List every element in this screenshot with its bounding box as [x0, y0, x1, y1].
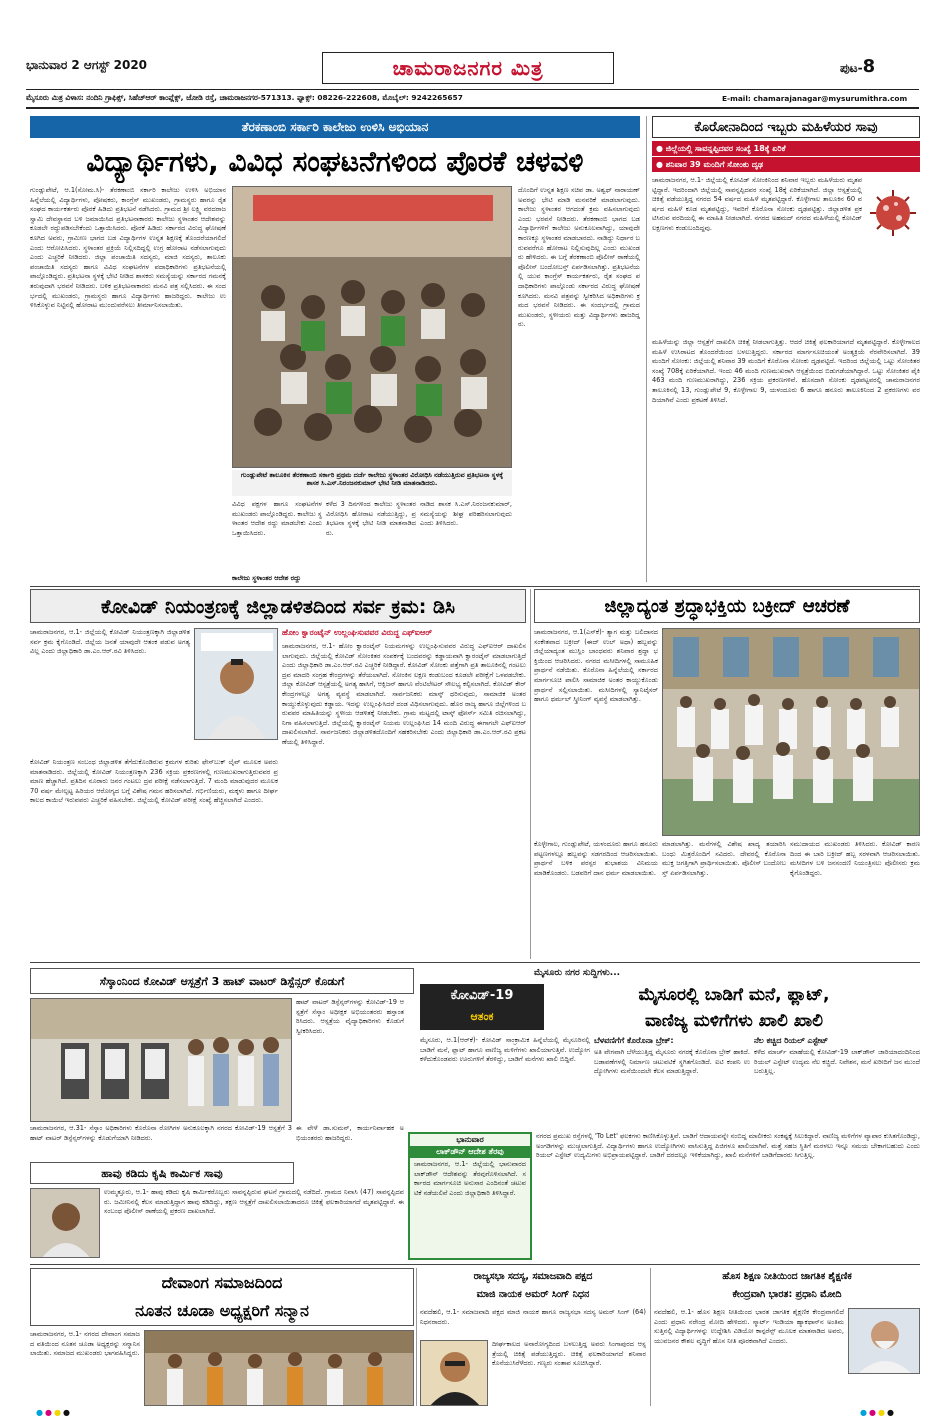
story5-tag-line1: ಕೋವಿಡ್-19	[450, 988, 514, 1003]
rule-v4	[650, 1268, 651, 1406]
story3-sub: ಹೋಂ ಕ್ವಾರಂಟೈನ್ ಉಲ್ಲಂಘಿಸುವವರ ವಿರುದ್ಧ ಎಫ್‌ಐಆರ್	[282, 628, 433, 637]
story8-headline-line2: ನೂತನ ಚೂಡಾ ಅಧ್ಯಕ್ಷರಿಗೆ ಸನ್ಮಾನ	[135, 1301, 309, 1320]
lockdown-box-subtitle: ಲಾಕ್‌ಡೌನ್ ಆದೇಶ ತೆರವು	[410, 1146, 530, 1158]
amar-singh-portrait-photo	[421, 1341, 488, 1406]
story8-headline	[30, 1268, 414, 1326]
story9-photo	[420, 1340, 488, 1406]
story1-photo	[232, 186, 512, 468]
story1-headline: ವಿದ್ಯಾರ್ಥಿಗಳು, ವಿವಿಧ ಸಂಘಟನೆಗಳಿಂದ ಪೊರಕೆ ಚಳವಳಿ	[86, 145, 584, 178]
story10-headline-line2: ಕೇಂದ್ರವಾಗಿ ಭಾರತ: ಪ್ರಧಾನಿ ಮೋದಿ	[732, 1289, 842, 1300]
story5-headline-line2: ವಾಣಿಜ್ಯ ಮಳಿಗೆಗಳು ಖಾಲಿ ಖಾಲಿ	[644, 1011, 824, 1031]
story4-col3: ಮಾಡಲಾಗಿತ್ತು. ಮನೆಗಳಲ್ಲಿ ವಿಶೇಷ ಖಾದ್ಯ ತಯಾರಿಸಿ ಬಂಧು ಮಿತ್ರರೊಂದಿಗೆ ಸವಿದರು. ದೇವರಲ್ಲಿ ಕೊರೊನಾ ಮುಕ್ತ ಜಗತ್ತಿಗಾಗಿ ಪ್ರಾರ್ಥಿಸಲಾಯಿತು. ಪೊಲೀಸ್ ಬಂದೋಬಸ್ತ್ ಏರ್ಪಡಿಸಲಾಗಿತ್ತು.	[662, 840, 786, 877]
page-label: ಪುಟ-	[840, 61, 863, 75]
story6-headline: ಸೆಸ್ಕಾಂನಿಂದ ಕೋವಿಡ್ ಆಸ್ಪತ್ರೆಗೆ 3 ಹಾಟ್ ವಾಟರ್ ಡಿಸ್ಪೆನ್ಸರ್ ಕೊಡುಗೆ	[30, 968, 414, 994]
story1-kicker: ತೆರಕಣಾಂಬಿ ಸರ್ಕಾರಿ ಕಾಲೇಜು ಉಳಿಸಿ ಅಭಿಯಾನ	[30, 116, 640, 138]
story5-side1: ಬೆಳವಣಿಗೆಗೆ ಕೊರೊನಾ ಬ್ರೇಕ್:	[594, 1036, 674, 1045]
story10-headline-line1: ಹೊಸ ಶಿಕ್ಷಣ ನೀತಿಯಿಂದ ಜಾಗತಿಕ ಶೈಕ್ಷಣಿಕ	[722, 1271, 852, 1282]
story6-text-bottom: ಚಾಮರಾಜನಗರ, ಆ.31- ಸೆಸ್ಕಾಂ ಅಧಿಕಾರಿಗಳು ಕೊರೊನಾ ರೋಗಿಗಳ ಅನುಕೂಲಕ್ಕಾಗಿ ನಗರದ ಕೋವಿಡ್-19 ಆಸ್ಪತ್ರೆಗೆ 3 ಹಾಟ್ ವಾಟರ್ ಡಿಸ್ಪೆನ್ಸರ್‌ಗಳನ್ನು ಕೊಡುಗೆಯಾಗಿ ನೀಡಿದರು.	[30, 1124, 292, 1142]
story4-col2: ಕೊಳ್ಳೇಗಾಲ, ಗುಂಡ್ಲುಪೇಟೆ, ಯಳಂದೂರು ಹಾಗೂ ಹನೂರು ಪಟ್ಟಣಗಳಲ್ಲೂ ಹಬ್ಬವನ್ನು ಸಡಗರದಿಂದ ಆಚರಿಸಲಾಯಿತು. ಪ್ರಾರ್ಥನೆ ಬಳಿಕ ಪರಸ್ಪರ ಶುಭಾಶಯ ವಿನಿಮಯ ಮಾಡಿಕೊಂಡರು. ಬಡವರಿಗೆ ದಾನ ಧರ್ಮ ಮಾಡಲಾಯಿತು.	[534, 840, 658, 877]
story1-col3: ಕಳೆದ 3 ದಿನಗಳಿಂದ ಕಾಲೇಜು ಸ್ಥಳಾಂತರ ವಿರೋಧಿಸಿ ಹೋರಾಟ ನಡೆಯುತ್ತಿದ್ದು, ಪ್ರತಿಭಟನಾ ಸ್ಥಳಕ್ಕೆ ಭೇಟಿ ನೀಡಿ ಮಾತನಾಡಿದರು.	[326, 500, 416, 537]
story5-col-lower: ನಗರದ ಪ್ರಮುಖ ರಸ್ತೆಗಳಲ್ಲಿ 'To Let' ಫಲಕಗಳು ಕಾಣಿಸಿಕೊಳ್ಳುತ್ತಿವೆ. ಬಾಡಿಗೆ ಆದಾಯವನ್ನೇ ನಂಬಿದ್ದ ಮಾಲೀಕರು ಸಂಕಷ್ಟಕ್ಕೆ ಸಿಲುಕಿದ್ದಾರೆ. ವಾಣಿಜ್ಯ ಮಳಿಗೆಗಳ ವ್ಯಾಪಾರ ಕುಸಿತಗೊಂಡಿದ್ದು, ಅಂಗಡಿಗಳನ್ನು ಮುಚ್ಚಲಾಗುತ್ತಿದೆ. ವಿದ್ಯಾರ್ಥಿಗಳು ಹಾಗೂ ಉದ್ಯೋಗಿಗಳು ವಾಸಿಸುತ್ತಿದ್ದ ಪಿಜಿಗಳೂ ಖಾಲಿಯಾಗಿವೆ. ಮತ್ತೆ ಸಹಜ ಸ್ಥಿತಿಗೆ ಮರಳಲು ಇನ್ನೂ ಸಮಯ ಬೇಕಾಗಬಹುದು ಎಂದು ರಿಯಲ್ ಎಸ್ಟೇಟ್ ಉದ್ಯಮಿಗಳು ಅಭಿಪ್ರಾಯಪಟ್ಟಿದ್ದಾರೆ. ಬಾಡಿಗೆ ದರದಲ್ಲೂ ಇಳಿಕೆಯಾಗಿದ್ದು, ಖಾಲಿ ಮನೆಗಳಿಗೆ ಬಾಡಿಗೆದಾರರು ಸಿಗುತ್ತಿಲ್ಲ.	[536, 1132, 920, 1160]
story2-virus-photo	[866, 176, 920, 250]
story6-text-col2: ಈ ವೇಳೆ ಡಾ.ಸುಮನ್, ಕಾರ್ಯನಿರ್ವಾಹಕ ಅಭಿಯಂತರರು ಹಾಜರಿದ್ದರು.	[296, 1124, 404, 1142]
story2-text-bottom: ಮಹಿಳೆಯನ್ನು ಜಿಲ್ಲಾ ಆಸ್ಪತ್ರೆಗೆ ದಾಖಲಿಸಿ ಚಿಕಿತ್ಸೆ ನೀಡಲಾಗುತ್ತಿತ್ತು. ಆದರೆ ಚಿಕಿತ್ಸೆ ಫಲಕಾರಿಯಾಗದೆ ಮೃತಪಟ್ಟಿದ್ದಾರೆ. ಕೊಳ್ಳೇಗಾಲದ ಮಹಿಳೆ ಉಸಿರಾಟದ ತೊಂದರೆಯಿಂದ ಬಳಲುತ್ತಿದ್ದರು. ಸರ್ಕಾರದ ಮಾರ್ಗಸೂಚಿಯಂತೆ ಅಂತ್ಯಕ್ರಿಯೆ ನೆರವೇರಿಸಲಾಗಿದೆ. 39 ಮಂದಿಗೆ ಸೋಂಕು: ಜಿಲ್ಲೆಯಲ್ಲಿ ಶನಿವಾರ 39 ಮಂದಿಗೆ ಕೊರೊನಾ ಸೋಂಕು ದೃಢಪಟ್ಟಿದೆ. ಇದರಿಂದ ಜಿಲ್ಲೆಯಲ್ಲಿ ಒಟ್ಟು ಸೋಂಕಿತರ ಸಂಖ್ಯೆ 708ಕ್ಕೆ ಏರಿಕೆಯಾಗಿದೆ. ಇಂದು 46 ಮಂದಿ ಗುಣಮುಖರಾಗಿ ಆಸ್ಪತ್ರೆಯಿಂದ ಬಿಡುಗಡೆಯಾಗಿದ್ದಾರೆ. ಒಟ್ಟು ಸೋಂಕಿತರ ಪೈಕಿ 463 ಮಂದಿ ಗುಣಮುಖರಾಗಿದ್ದು, 236 ಸಕ್ರಿಯ ಪ್ರಕರಣಗಳಿವೆ. ಹೊಸದಾಗಿ ಸೋಂಕು ದೃಢಪಟ್ಟವರಲ್ಲಿ ಚಾಮರಾಜನಗರ ತಾಲೂಕಿನಲ್ಲಿ 13, ಗುಂಡ್ಲುಪೇಟೆ 9, ಕೊಳ್ಳೇಗಾಲ 9, ಯಳಂದೂರು 6 ಹಾಗೂ ಹನೂರು ತಾಲೂಕಿನಿಂದ 2 ಪ್ರಕರಣಗಳು ವರದಿಯಾಗಿವೆ ಎಂದು ಪ್ರಕಟಣೆ ತಿಳಿಸಿದೆ.	[652, 338, 920, 404]
story4-photo	[662, 628, 920, 836]
story7-text: ಉಮ್ಮತ್ತೂರು, ಆ.1- ಹಾವು ಕಡಿದು ಕೃಷಿ ಕಾರ್ಮಿಕರೊಬ್ಬರು ಸಾವನ್ನಪ್ಪಿರುವ ಘಟನೆ ಗ್ರಾಮದಲ್ಲಿ ನಡೆದಿದೆ. ಗ್ರಾಮದ ನಿವಾಸಿ (47) ಸಾವನ್ನಪ್ಪಿದವರು. ಜಮೀನಿನಲ್ಲಿ ಕೆಲಸ ಮಾಡುತ್ತಿದ್ದಾಗ ಹಾವು ಕಡಿದಿದ್ದು, ತಕ್ಷಣ ಆಸ್ಪತ್ರೆಗೆ ದಾಖಲಿಸಲಾಯಿತಾದರೂ ಚಿಕಿತ್ಸೆ ಫಲಕಾರಿಯಾಗದೆ ಮೃತಪಟ್ಟಿದ್ದಾರೆ. ಈ ಸಂಬಂಧ ಪೊಲೀಸ್ ಠಾಣೆಯಲ್ಲಿ ಪ್ರಕರಣ ದಾಖಲಾಗಿದೆ.	[104, 1188, 404, 1216]
story4-col4: ಸಮುದಾಯದ ಮುಖಂಡರು ತಿಳಿಸಿದರು. ಕೋವಿಡ್ ಕಾರಣದಿಂದ ಈ ಬಾರಿ ಬಕ್ರೀದ್ ಹಬ್ಬ ಸರಳವಾಗಿ ಆಚರಿಸಲಾಯಿತು. ಮಸೀದಿಗಳ ಬಳಿ ಜನಸಂದಣಿ ನಿಯಂತ್ರಿಸಲು ಪೊಲೀಸರು ಕ್ರಮ ಕೈಗೊಂಡಿದ್ದರು.	[790, 840, 920, 877]
cyan-dot-icon: ●	[860, 1408, 869, 1417]
story4-headline: ಜಿಲ್ಲಾದ್ಯಂತ ಶ್ರದ್ಧಾಭಕ್ತಿಯ ಬಕ್ರೀದ್ ಆಚರಣೆ	[534, 589, 920, 623]
issue-date: ಭಾನುವಾರ 2 ಆಗಸ್ಟ್ 2020	[26, 58, 148, 72]
masthead	[0, 0, 945, 122]
rule-v3	[416, 1268, 417, 1406]
lockdown-box	[408, 1132, 532, 1260]
bullet-dot-icon: ●	[656, 144, 663, 153]
felicitation-photo	[145, 1331, 414, 1406]
coronavirus-icon	[866, 176, 920, 250]
story10-photo	[848, 1308, 920, 1374]
email: E-mail: chamarajanagar@mysurumithra.com	[722, 94, 908, 103]
story5-headline-line1: ಮೈಸೂರಲ್ಲಿ ಬಾಡಿಗೆ ಮನೆ, ಫ್ಲಾಟ್,	[638, 985, 830, 1005]
black-dot-icon: ●	[62, 1408, 72, 1417]
registration-marks-bottom-right	[860, 1408, 896, 1417]
story9-headline-line1: ರಾಜ್ಯಸಭಾ ಸದಸ್ಯ, ಸಮಾಜವಾದಿ ಪಕ್ಷದ	[473, 1271, 593, 1282]
story2-bullet1	[652, 141, 920, 156]
story9-headline-line2: ಮಾಜಿ ನಾಯಕ ಅಮರ್ ಸಿಂಗ್ ನಿಧನ	[476, 1289, 590, 1300]
page-number-label	[840, 56, 875, 77]
story5-col3: ಕಳೆದ ಮಾರ್ಚ್ ಮಾಹೆಯಲ್ಲಿ ಕೋವಿಡ್-19 ಲಾಕ್‌ಡೌನ್ ಜಾರಿಯಾದಂದಿನಿಂದ ರಿಯಲ್ ಎಸ್ಟೇಟ್ ಉದ್ಯಮ ನೆಲ ಕಚ್ಚಿದೆ. ನಿವೇಶನ, ಮನೆ ಖರೀದಿಗೆ ಜನ ಮುಂದೆ ಬರುತ್ತಿಲ್ಲ.	[754, 1048, 920, 1076]
story9-headline	[420, 1268, 646, 1304]
prayer-gathering-photo	[663, 629, 920, 836]
story4-col1: ಚಾಮರಾಜನಗರ, ಆ.1(ಎಸ್‌ಕೆ)- ತ್ಯಾಗ ಮತ್ತು ಬಲಿದಾನದ ಸಂಕೇತವಾದ ಬಕ್ರೀದ್ (ಈದ್ ಉಲ್ ಅಧಾ) ಹಬ್ಬವನ್ನು ಜಿಲ್ಲೆಯಾದ್ಯಂತ ಮುಸ್ಲಿಂ ಬಾಂಧವರು ಶನಿವಾರ ಶ್ರದ್ಧಾ ಭಕ್ತಿಯಿಂದ ಆಚರಿಸಿದರು. ನಗರದ ಮಸೀದಿಗಳಲ್ಲಿ ಸಾಮೂಹಿಕ ಪ್ರಾರ್ಥನೆ ನಡೆಯಿತು. ಕೊರೊನಾ ಹಿನ್ನೆಲೆಯಲ್ಲಿ ಸರ್ಕಾರದ ಮಾರ್ಗಸೂಚಿ ಪಾಲಿಸಿ ಸಾಮಾಜಿಕ ಅಂತರ ಕಾಯ್ದುಕೊಂಡು ಪ್ರಾರ್ಥನೆ ಸಲ್ಲಿಸಲಾಯಿತು. ಮಸೀದಿಗಳಲ್ಲಿ ಸ್ಯಾನಿಟೈಸರ್ ಹಾಗೂ ಥರ್ಮಲ್ ಸ್ಕ್ರೀನಿಂಗ್ ವ್ಯವಸ್ಥೆ ಮಾಡಲಾಗಿತ್ತು.	[534, 628, 658, 704]
story9-text: ದೀರ್ಘಕಾಲದ ಅನಾರೋಗ್ಯದಿಂದ ಬಳಲುತ್ತಿದ್ದ ಅವರು ಸಿಂಗಾಪುರದ ಆಸ್ಪತ್ರೆಯಲ್ಲಿ ಚಿಕಿತ್ಸೆ ಪಡೆಯುತ್ತಿದ್ದರು. ಚಿಕಿತ್ಸೆ ಫಲಕಾರಿಯಾಗದೆ ಶನಿವಾರ ಕೊನೆಯುಸಿರೆಳೆದರು. ಗಣ್ಯರು ಸಂತಾಪ ಸೂಚಿಸಿದ್ದಾರೆ.	[492, 1340, 646, 1368]
rule-v2	[530, 589, 531, 959]
story9-text-top: ನವದೆಹಲಿ, ಆ.1- ಸಮಾಜವಾದಿ ಪಕ್ಷದ ಮಾಜಿ ನಾಯಕ ಹಾಗೂ ರಾಜ್ಯಸಭಾ ಸದಸ್ಯ ಅಮರ್ ಸಿಂಗ್ (64) ನಿಧನರಾದರು.	[420, 1308, 646, 1326]
modi-portrait-photo	[849, 1309, 920, 1374]
story3-headline: ಕೋವಿಡ್ ನಿಯಂತ್ರಣಕ್ಕೆ ಜಿಲ್ಲಾಡಳಿತದಿಂದ ಸರ್ವ ಕ್ರಮ: ಡಿಸಿ	[30, 589, 526, 623]
story1-subcap: ಕಾಲೇಜು ಸ್ಥಳಾಂತರ ಆದೇಶ ರದ್ದು	[232, 574, 301, 582]
story8-photo	[144, 1330, 414, 1406]
lockdown-box-title: ಭಾನುವಾರ	[456, 1135, 484, 1144]
publisher-line: ಮೈಸೂರು ಮಿತ್ರ ವಿಳಾಸ: ನಂದಿನಿ ಗ್ರಾಫಿಕ್ಸ್, ಸಿಹೆಚ್‌ಆರ್ ಕಾಂಪ್ಲೆಕ್ಸ್, ಜೋಡಿ ರಸ್ತೆ, ಚಾಮರಾಜನಗರ-571313. ಫ್ಯಾಕ್ಸ್: 08226-222608, ಮೊಬೈಲ್: 9242265657	[26, 93, 463, 102]
story5-headline	[548, 982, 920, 1034]
story5-col2: ಅತಿ ವೇಗವಾಗಿ ಬೆಳೆಯುತ್ತಿದ್ದ ಮೈಸೂರು ನಗರಕ್ಕೆ ಕೊರೊನಾ ಬ್ರೇಕ್ ಹಾಕಿದೆ. ಬಡಾವಣೆಗಳಲ್ಲಿ ನಿರ್ಮಾಣ ಚಟುವಟಿಕೆ ಸ್ಥಗಿತಗೊಂಡಿದೆ. ಐಟಿ ಕಂಪನಿ ಉದ್ಯೋಗಿಗಳು ಮನೆಯಿಂದಲೇ ಕೆಲಸ ಮಾಡುತ್ತಿದ್ದಾರೆ.	[594, 1048, 750, 1076]
masthead-rule-bottom	[26, 107, 919, 109]
story6-text-right: ಹಾಟ್ ವಾಟರ್ ಡಿಸ್ಪೆನ್ಸರ್‌ಗಳನ್ನು ಕೋವಿಡ್-19 ಆಸ್ಪತ್ರೆಗೆ ಸೆಸ್ಕಾಂ ಅಧೀಕ್ಷಕ ಅಭಿಯಂತರರು ಹಸ್ತಾಂತರಿಸಿದರು. ಆಸ್ಪತ್ರೆಯ ವೈದ್ಯಾಧಿಕಾರಿಗಳು ಕೊಡುಗೆ ಸ್ವೀಕರಿಸಿದರು.	[296, 998, 404, 1035]
farm-worker-portrait-photo	[31, 1189, 100, 1258]
story6-photo	[30, 998, 292, 1122]
story2-headline: ಕೊರೋನಾದಿಂದ ಇಬ್ಬರು ಮಹಿಳೆಯರ ಸಾವು	[652, 116, 920, 138]
story7-photo	[30, 1188, 100, 1258]
magenta-dot-icon: ●	[44, 1408, 54, 1417]
story1-col1: ಗುಂಡ್ಲುಪೇಟೆ, ಆ.1(ಸೋಮ.ಸಿ)- ತೆರಕಣಾಂಬಿ ಸರ್ಕಾರಿ ಕಾಲೇಜು ಉಳಿಸಿ ಅಭಿಯಾನ ಹಿನ್ನೆಲೆಯಲ್ಲಿ ವಿದ್ಯಾರ್ಥಿಗಳು, ಪೋಷಕರು, ಕಾಂಗ್ರೆಸ್ ಮುಖಂಡರು, ಗ್ರಾಮಸ್ಥರು ಹಾಗೂ ರೈತ ಸಂಘದ ಕಾರ್ಯಕರ್ತರು ಪೊರಕೆ ಹಿಡಿದು ಪ್ರತಿಭಟನೆ ನಡೆಸಿದರು. ಗ್ರಾಮದ ಶ್ರೀ ಲಕ್ಷ್ಮಿ ವರದರಾಜಸ್ವಾಮಿ ದೇವಸ್ಥಾನದ ಬಳಿ ಜಮಾಯಿಸಿದ ಪ್ರತಿಭಟನಾಕಾರರು ಕಾಲೇಜು ಸ್ಥಳಾಂತರ ಆದೇಶವನ್ನು ಕೂಡಲೇ ರದ್ದುಪಡಿಸಬೇಕೆಂದು ಒತ್ತಾಯಿಸಿದರು. ಪೊರಕೆ ಹಿಡಿದು ಸರ್ಕಾರದ ವಿರುದ್ಧ ಘೋಷಣೆ ಕೂಗಿದ ಅವರು, ಗ್ರಾಮೀಣ ಭಾಗದ ಬಡ ವಿದ್ಯಾರ್ಥಿಗಳ ಉನ್ನತ ಶಿಕ್ಷಣಕ್ಕೆ ತೊಂದರೆಯಾಗಲಿದೆ ಎಂದು ಆರೋಪಿಸಿದರು. ಸ್ಥಳಾಂತರ ಪ್ರಕ್ರಿಯೆ ನಿಲ್ಲಿಸದಿದ್ದಲ್ಲಿ ಉಗ್ರ ಹೋರಾಟ ನಡೆಸಲಾಗುವುದು ಎಂದು ಎಚ್ಚರಿಕೆ ನೀಡಿದರು. ಜಿಲ್ಲಾ ಪಂಚಾಯಿತಿ ಸದಸ್ಯರು, ಮಾಜಿ ಸದಸ್ಯರು, ತಾಲೂಕು ಪಂಚಾಯಿತಿ ಸದಸ್ಯರು ಹಾಗೂ ವಿವಿಧ ಸಂಘಟನೆಗಳ ಪದಾಧಿಕಾರಿಗಳು ಪ್ರತಿಭಟನೆಯಲ್ಲಿ ಪಾಲ್ಗೊಂಡಿದ್ದರು. ಪ್ರತಿಭಟನಾ ಸ್ಥಳಕ್ಕೆ ಭೇಟಿ ನೀಡಿದ ಶಾಸಕರು ಸಮಸ್ಯೆಯನ್ನು ಸರ್ಕಾರದ ಗಮನಕ್ಕೆ ತರುವುದಾಗಿ ಭರವಸೆ ನೀಡಿದರು. ಬಳಿಕ ಪ್ರತಿಭಟನಾಕಾರರು ಮನವಿ ಪತ್ರ ಸಲ್ಲಿಸಿದರು. ಈ ಸಂದರ್ಭದಲ್ಲಿ ಮುಖಂಡರು, ಗ್ರಾಮಸ್ಥರು ಹಾಗೂ ವಿದ್ಯಾರ್ಥಿಗಳು ಹಾಜರಿದ್ದರು. ಕಾಲೇಜು ಉಳಿಸಿಕೊಳ್ಳುವ ನಿಟ್ಟಿನಲ್ಲಿ ಹೋರಾಟ ಮುಂದುವರೆಸಲು ತೀರ್ಮಾನಿಸಲಾಯಿತು.	[30, 186, 226, 310]
story1-col5: ದೊಂದಿಗೆ ಉನ್ನತ ಶಿಕ್ಷಣ ಸಚಿವ ಡಾ. ಅಶ್ವಥ್ ನಾರಾಯಣ್ ಅವರನ್ನು ಭೇಟಿ ಮಾಡಿ ಮನವರಿಕೆ ಮಾಡಲಾಗುವುದು. ಕಾಲೇಜು ಸ್ಥಳಾಂತರ ಆಗದಂತೆ ಕ್ರಮ ವಹಿಸಲಾಗುವುದು ಎಂದು ಭರವಸೆ ನೀಡಿದರು. ತೆರಕಣಾಂಬಿ ಭಾಗದ ಬಡ ವಿದ್ಯಾರ್ಥಿಗಳಿಗೆ ಕಾಲೇಜು ಅನುಕೂಲವಾಗಿದ್ದು, ಯಾವುದೇ ಕಾರಣಕ್ಕೂ ಸ್ಥಳಾಂತರ ಮಾಡಬಾರದು. ನಾಡಿದ್ದು ನಿರ್ಧಾರ ಬರುವವರೆಗೂ ಹೋರಾಟ ನಿಲ್ಲಿಸುವುದಿಲ್ಲ ಎಂದು ಮುಖಂಡರು ಹೇಳಿದರು. ಈ ಬಗ್ಗೆ ತೆರಕಣಾಂಬಿ ಪೊಲೀಸ್ ಠಾಣೆಯಲ್ಲಿ ಪೊಲೀಸ್ ಬಂದೋಬಸ್ತ್ ಏರ್ಪಡಿಸಲಾಗಿತ್ತು. ಪ್ರತಿಭಟನೆಯಲ್ಲಿ ಯುವ ಕಾಂಗ್ರೆಸ್ ಕಾರ್ಯಕರ್ತರು, ರೈತ ಸಂಘದ ಪದಾಧಿಕಾರಿಗಳು ಪಾಲ್ಗೊಂಡು ಸರ್ಕಾರದ ವಿರುದ್ಧ ಘೋಷಣೆ ಕೂಗಿದರು. ಮನವಿ ಪತ್ರವನ್ನು ಸ್ವೀಕರಿಸಿದ ಅಧಿಕಾರಿಗಳು ಕ್ರಮದ ಭರವಸೆ ನೀಡಿದರು. ಈ ಸಂದರ್ಭದಲ್ಲಿ ಗ್ರಾಮದ ಮುಖಂಡರು, ಸ್ಥಳೀಯರು ಮತ್ತು ವಿದ್ಯಾರ್ಥಿಗಳು ಹಾಜರಿದ್ದರು.	[518, 186, 640, 329]
story3-col1: ಚಾಮರಾಜನಗರ, ಆ.1- ಜಿಲ್ಲೆಯಲ್ಲಿ ಕೋವಿಡ್ ನಿಯಂತ್ರಣಕ್ಕಾಗಿ ಜಿಲ್ಲಾಡಳಿತ ಸರ್ವ ಕ್ರಮ ಕೈಗೊಂಡಿದೆ. ಜಿಲ್ಲೆಯ ಜನತೆ ಯಾವುದೇ ಆತಂಕ ಪಡುವ ಅಗತ್ಯವಿಲ್ಲ ಎಂದು ಜಿಲ್ಲಾಧಿಕಾರಿ ಡಾ.ಎಂ.ಆರ್.ರವಿ ತಿಳಿಸಿದರು.	[30, 628, 190, 656]
story10-headline	[654, 1268, 920, 1304]
story5-col1: ಮೈಸೂರು, ಆ.1(ಆರ್‌ಕೆ)- ಕೋವಿಡ್ ಸಾಂಕ್ರಾಮಿಕ ಹಿನ್ನೆಲೆಯಲ್ಲಿ ಮೈಸೂರಿನಲ್ಲಿ ಬಾಡಿಗೆ ಮನೆ, ಫ್ಲಾಟ್ ಹಾಗೂ ವಾಣಿಜ್ಯ ಮಳಿಗೆಗಳು ಖಾಲಿಯಾಗುತ್ತಿವೆ. ಉದ್ಯೋಗ ಕಳೆದುಕೊಂಡವರು ಊರುಗಳಿಗೆ ತೆರಳಿದ್ದು, ಬಾಡಿಗೆ ಮನೆಗಳು ಖಾಲಿ ಬಿದ್ದಿವೆ.	[420, 1036, 590, 1064]
story2-bullet1-text: ಜಿಲ್ಲೆಯಲ್ಲಿ ಸಾವನ್ನಪ್ಪಿದವರ ಸಂಖ್ಯೆ 18ಕ್ಕೆ ಏರಿಕೆ	[665, 144, 786, 153]
story5-tag-line2: ಆತಂಕ	[470, 1010, 494, 1023]
paper-title: ಚಾಮರಾಜನಗರ ಮಿತ್ರ	[392, 56, 544, 80]
rule-h2	[30, 962, 920, 963]
story1-col2: ವಿವಿಧ ಪಕ್ಷಗಳ ಹಾಗೂ ಸಂಘಟನೆಗಳ ಮುಖಂಡರು ಪಾಲ್ಗೊಂಡಿದ್ದರು. ಕಾಲೇಜು ಸ್ಥಳಾಂತರ ಆದೇಶ ರದ್ದು ಮಾಡಬೇಕು ಎಂದು ಒತ್ತಾಯಿಸಿದರು.	[232, 500, 322, 537]
story5-label: ಮೈಸೂರು ನಗರ ಸುದ್ದಿಗಳು...	[534, 968, 621, 978]
story1-caption: ಗುಂಡ್ಲುಪೇಟೆ ತಾಲೂಕಿನ ತೆರಕಣಾಂಬಿ ಸರ್ಕಾರಿ ಪ್ರಥಮ ದರ್ಜೆ ಕಾಲೇಜು ಸ್ಥಳಾಂತರ ವಿರೋಧಿಸಿ ನಡೆಯುತ್ತಿರುವ ಪ್ರತಿಭಟನಾ ಸ್ಥಳಕ್ಕೆ ಶಾಸಕ ಸಿ.ಎಸ್.ನಿರಂಜನಕುಮಾರ್ ಭೇಟಿ ನೀಡಿ ಮಾತನಾಡಿದರು.	[232, 470, 512, 496]
story10-text: ನವದೆಹಲಿ, ಆ.1- ಹೊಸ ಶಿಕ್ಷಣ ನೀತಿಯಿಂದ ಭಾರತ ಜಾಗತಿಕ ಶೈಕ್ಷಣಿಕ ಕೇಂದ್ರವಾಗಲಿದೆ ಎಂದು ಪ್ರಧಾನಿ ನರೇಂದ್ರ ಮೋದಿ ಹೇಳಿದರು. ಸ್ಮಾರ್ಟ್ ಇಂಡಿಯಾ ಹ್ಯಾಕಥಾನ್‌ನ ಅಂತಿಮ ಸುತ್ತಿನಲ್ಲಿ ವಿದ್ಯಾರ್ಥಿಗಳನ್ನು ಉದ್ದೇಶಿಸಿ ವಿಡಿಯೋ ಕಾನ್ಫರೆನ್ಸ್ ಮೂಲಕ ಮಾತನಾಡಿದ ಅವರು, ಯುವಜನರ ಕೌಶಲ ವೃದ್ಧಿಗೆ ಹೊಸ ನೀತಿ ಪೂರಕವಾಗಿದೆ ಎಂದರು.	[654, 1308, 844, 1345]
dispenser-handover-photo	[31, 999, 292, 1122]
page-number: 8	[862, 56, 876, 77]
story3-col3: ಚಾಮರಾಜನಗರ, ಆ.1- ಹೋಂ ಕ್ವಾರಂಟೈನ್ ನಿಯಮಗಳನ್ನು ಉಲ್ಲಂಘಿಸುವವರ ವಿರುದ್ಧ ಎಫ್‌ಐಆರ್ ದಾಖಲಿಸಲಾಗುವುದು. ಜಿಲ್ಲೆಯಲ್ಲಿ ಕೋವಿಡ್ ಸೋಂಕಿತರ ಸಂಪರ್ಕಕ್ಕೆ ಬಂದವರನ್ನು ಕಡ್ಡಾಯವಾಗಿ ಕ್ವಾರಂಟೈನ್ ಮಾಡಲಾಗುತ್ತಿದೆ ಎಂದು ಜಿಲ್ಲಾಧಿಕಾರಿ ಡಾ.ಎಂ.ಆರ್.ರವಿ ಎಚ್ಚರಿಕೆ ನೀಡಿದ್ದಾರೆ. ಕೋವಿಡ್ ಸೋಂಕು ಪತ್ತೆಗಾಗಿ ಪ್ರತಿ ತಾಲೂಕಿನಲ್ಲಿ ಗಂಟಲು ದ್ರವ ಮಾದರಿ ಸಂಗ್ರಹ ಕೇಂದ್ರಗಳನ್ನು ತೆರೆಯಲಾಗಿದೆ. ಸೋಂಕಿನ ಲಕ್ಷಣ ಕಂಡುಬಂದ ಕೂಡಲೇ ಪರೀಕ್ಷೆಗೆ ಒಳಪಡಬೇಕು. ಜಿಲ್ಲಾ ಕೋವಿಡ್ ಆಸ್ಪತ್ರೆಯಲ್ಲಿ ಅಗತ್ಯ ಹಾಸಿಗೆ, ಆಕ್ಸಿಜನ್ ಹಾಗೂ ವೆಂಟಿಲೇಟರ್ ಸೌಲಭ್ಯ ಕಲ್ಪಿಸಲಾಗಿದೆ. ಕೋವಿಡ್ ಕೇರ್ ಕೇಂದ್ರಗಳಲ್ಲೂ ಅಗತ್ಯ ವ್ಯವಸ್ಥೆ ಮಾಡಲಾಗಿದೆ. ಸಾರ್ವಜನಿಕರು ಮಾಸ್ಕ್ ಧರಿಸುವುದು, ಸಾಮಾಜಿಕ ಅಂತರ ಕಾಯ್ದುಕೊಳ್ಳುವುದು ಕಡ್ಡಾಯ. ಇದನ್ನು ಉಲ್ಲಂಘಿಸಿದರೆ ದಂಡ ವಿಧಿಸಲಾಗುವುದು. ಹೊರ ರಾಜ್ಯ ಹಾಗೂ ಜಿಲ್ಲೆಗಳಿಂದ ಬರುವವರ ಮಾಹಿತಿಯನ್ನು ಸ್ಥಳೀಯ ಆಡಳಿತಕ್ಕೆ ನೀಡಬೇಕು. ಗ್ರಾಮ ಮಟ್ಟದಲ್ಲಿ ಟಾಸ್ಕ್ ಫೋರ್ಸ್ ಸಮಿತಿ ರಚಿಸಲಾಗಿದ್ದು, ನಿಗಾ ವಹಿಸಲಾಗುತ್ತಿದೆ. ಜಿಲ್ಲೆಯಲ್ಲಿ ಕ್ವಾರಂಟೈನ್ ನಿಯಮ ಉಲ್ಲಂಘಿಸಿದ 14 ಮಂದಿ ವಿರುದ್ಧ ಈಗಾಗಲೇ ಎಫ್‌ಐಆರ್ ದಾಖಲಿಸಲಾಗಿದೆ. ಸಾರ್ವಜನಿಕರು ಜಿಲ್ಲಾಡಳಿತದೊಂದಿಗೆ ಸಹಕರಿಸಬೇಕು ಎಂದು ಜಿಲ್ಲಾಧಿಕಾರಿ ಡಾ.ಎಂ.ಆರ್.ರವಿ ಪ್ರಕಟಣೆಯಲ್ಲಿ ತಿಳಿಸಿದ್ದಾರೆ.	[282, 642, 526, 746]
yellow-dot-icon: ●	[53, 1408, 63, 1417]
story5-tag	[420, 984, 544, 1030]
rule-h1	[30, 586, 920, 587]
story2-bullet2	[652, 157, 920, 172]
story5-side2: ನೆಲ ಕಚ್ಚಿದ ರಿಯಲ್ ಎಸ್ಟೇಟ್	[754, 1036, 828, 1045]
registration-marks-bottom	[36, 1408, 72, 1417]
story1-col4: ನಾಡಿದ ಶಾಸಕ ಸಿ.ಎಸ್.ನಿರಂಜನಕುಮಾರ್, ಸಮಸ್ಯೆಯನ್ನು ಶೀಘ್ರ ಪರಿಹರಿಸಲಾಗುವುದು ಎಂದು ತಿಳಿಸಿದರು.	[420, 500, 512, 528]
yellow-dot-icon: ●	[877, 1408, 887, 1417]
lockdown-box-text: ಚಾಮರಾಜನಗರ, ಆ.1- ಜಿಲ್ಲೆಯಲ್ಲಿ ಭಾನುವಾರದ ಲಾಕ್‌ಡೌನ್ ಆದೇಶವನ್ನು ತೆರವುಗೊಳಿಸಲಾಗಿದೆ. ಸರ್ಕಾರದ ಮಾರ್ಗಸೂಚಿ ಅನುಸಾರ ಎಂದಿನಂತೆ ಚಟುವಟಿಕೆ ನಡೆಯಲಿವೆ ಎಂದು ಜಿಲ್ಲಾಧಿಕಾರಿ ತಿಳಿಸಿದ್ದಾರೆ.	[414, 1160, 526, 1197]
rule-h3	[30, 1264, 920, 1265]
story7-headline: ಹಾವು ಕಡಿದು ಕೃಷಿ ಕಾರ್ಮಿಕ ಸಾವು	[30, 1162, 294, 1184]
magenta-dot-icon: ●	[868, 1408, 878, 1417]
story8-headline-line1: ದೇವಾಂಗ ಸಮಾಜದಿಂದ	[161, 1273, 283, 1292]
story3-col1b: ಕೋವಿಡ್ ನಿಯಂತ್ರಣ ಸಂಬಂಧ ಜಿಲ್ಲಾಡಳಿತ ತೆಗೆದುಕೊಂಡಿರುವ ಕ್ರಮಗಳ ಕುರಿತು ಫೇಸ್‌ಬುಕ್ ಲೈವ್ ಮೂಲಕ ಅವರು ಮಾತನಾಡಿದರು. ಜಿಲ್ಲೆಯಲ್ಲಿ ಕೋವಿಡ್ ನಿಯಂತ್ರಣಕ್ಕಾಗಿ 236 ಸಕ್ರಿಯ ಪ್ರಕರಣಗಳಲ್ಲಿ ಗುಣಮುಖರಾಗುತ್ತಿರುವವರ ಪ್ರಮಾಣ ಹೆಚ್ಚಾಗಿದೆ. ಪ್ರತಿದಿನ ನೂರಾರು ಜನರ ಗಂಟಲು ದ್ರವ ಪರೀಕ್ಷೆ ನಡೆಸಲಾಗುತ್ತಿದೆ. 7 ಮಂದಿ ಮಾಡುವುದರ ಮೂಲಕ 70 ವರ್ಷ ಮೇಲ್ಪಟ್ಟ ಹಿರಿಯರ ಆರೋಗ್ಯದ ಬಗ್ಗೆ ವಿಶೇಷ ಗಮನ ಹರಿಸಲಾಗಿದೆ. ಗರ್ಭಿಣಿಯರು, ಮಕ್ಕಳು ಹಾಗೂ ದೀರ್ಘಕಾಲದ ಕಾಯಿಲೆ ಇರುವವರು ಎಚ್ಚರಿಕೆ ವಹಿಸಬೇಕು. ಜಿಲ್ಲೆಯಲ್ಲಿ ಕೋವಿಡ್ ಪರೀಕ್ಷೆ ಸಂಖ್ಯೆ ಹೆಚ್ಚಿಸಲಾಗಿದೆ ಎಂದರು.	[30, 758, 278, 805]
story2-bullet2-text: ಶನಿವಾರ 39 ಮಂದಿಗೆ ಸೋಂಕು ದೃಢ	[665, 160, 763, 169]
story3-dc-photo	[194, 628, 278, 740]
dc-portrait-photo	[195, 629, 278, 740]
story2-text-top: ಚಾಮರಾಜನಗರ, ಆ.1- ಜಿಲ್ಲೆಯಲ್ಲಿ ಕೋವಿಡ್ ಸೋಂಕಿನಿಂದ ಶನಿವಾರ ಇಬ್ಬರು ಮಹಿಳೆಯರು ಮೃತಪಟ್ಟಿದ್ದಾರೆ. ಇದರಿಂದಾಗಿ ಜಿಲ್ಲೆಯಲ್ಲಿ ಸಾವನ್ನಪ್ಪಿದವರ ಸಂಖ್ಯೆ 18ಕ್ಕೆ ಏರಿಕೆಯಾಗಿದೆ. ಜಿಲ್ಲಾ ಆಸ್ಪತ್ರೆಯಲ್ಲಿ ಚಿಕಿತ್ಸೆ ಪಡೆಯುತ್ತಿದ್ದ ನಗರದ 54 ವರ್ಷದ ಮಹಿಳೆ ಮೃತಪಟ್ಟಿದ್ದಾರೆ. ಕೊಳ್ಳೇಗಾಲ ತಾಲೂಕಿನ 60 ವರ್ಷದ ಮಹಿಳೆ ಕೂಡ ಮೃತಪಟ್ಟಿದ್ದು, ಇವರಿಗೆ ಕೊರೊನಾ ಸೋಂಕು ದೃಢಪಟ್ಟಿತ್ತು. ಜಿಲ್ಲಾಡಳಿತ ಪ್ರಕಟಿಸಿರುವ ವರದಿಯಲ್ಲಿ ಈ ಮಾಹಿತಿ ನೀಡಲಾಗಿದೆ. ನಗರದ ಅಹಮದ್ ನಗರದ ಮಹಿಳೆಯಲ್ಲಿ ಕೋವಿಡ್ ಲಕ್ಷಣಗಳು ಕಂಡುಬಂದಿದ್ದವು.	[652, 176, 862, 232]
rule-v1	[646, 116, 647, 582]
black-dot-icon: ●	[886, 1408, 896, 1417]
story8-text: ಚಾಮರಾಜನಗರ, ಆ.1- ನಗರದ ದೇವಾಂಗ ಸಮಾಜದ ವತಿಯಿಂದ ನೂತನ ಚೂಡಾ ಅಧ್ಯಕ್ಷರನ್ನು ಸನ್ಮಾನಿಸಲಾಯಿತು. ಸಮಾಜದ ಮುಖಂಡರು ಭಾಗವಹಿಸಿದ್ದರು.	[30, 1330, 140, 1358]
masthead-rule-top	[26, 89, 919, 90]
bullet-dot-icon: ●	[656, 160, 663, 169]
protest-crowd-photo	[233, 187, 512, 468]
cyan-dot-icon: ●	[36, 1408, 45, 1417]
